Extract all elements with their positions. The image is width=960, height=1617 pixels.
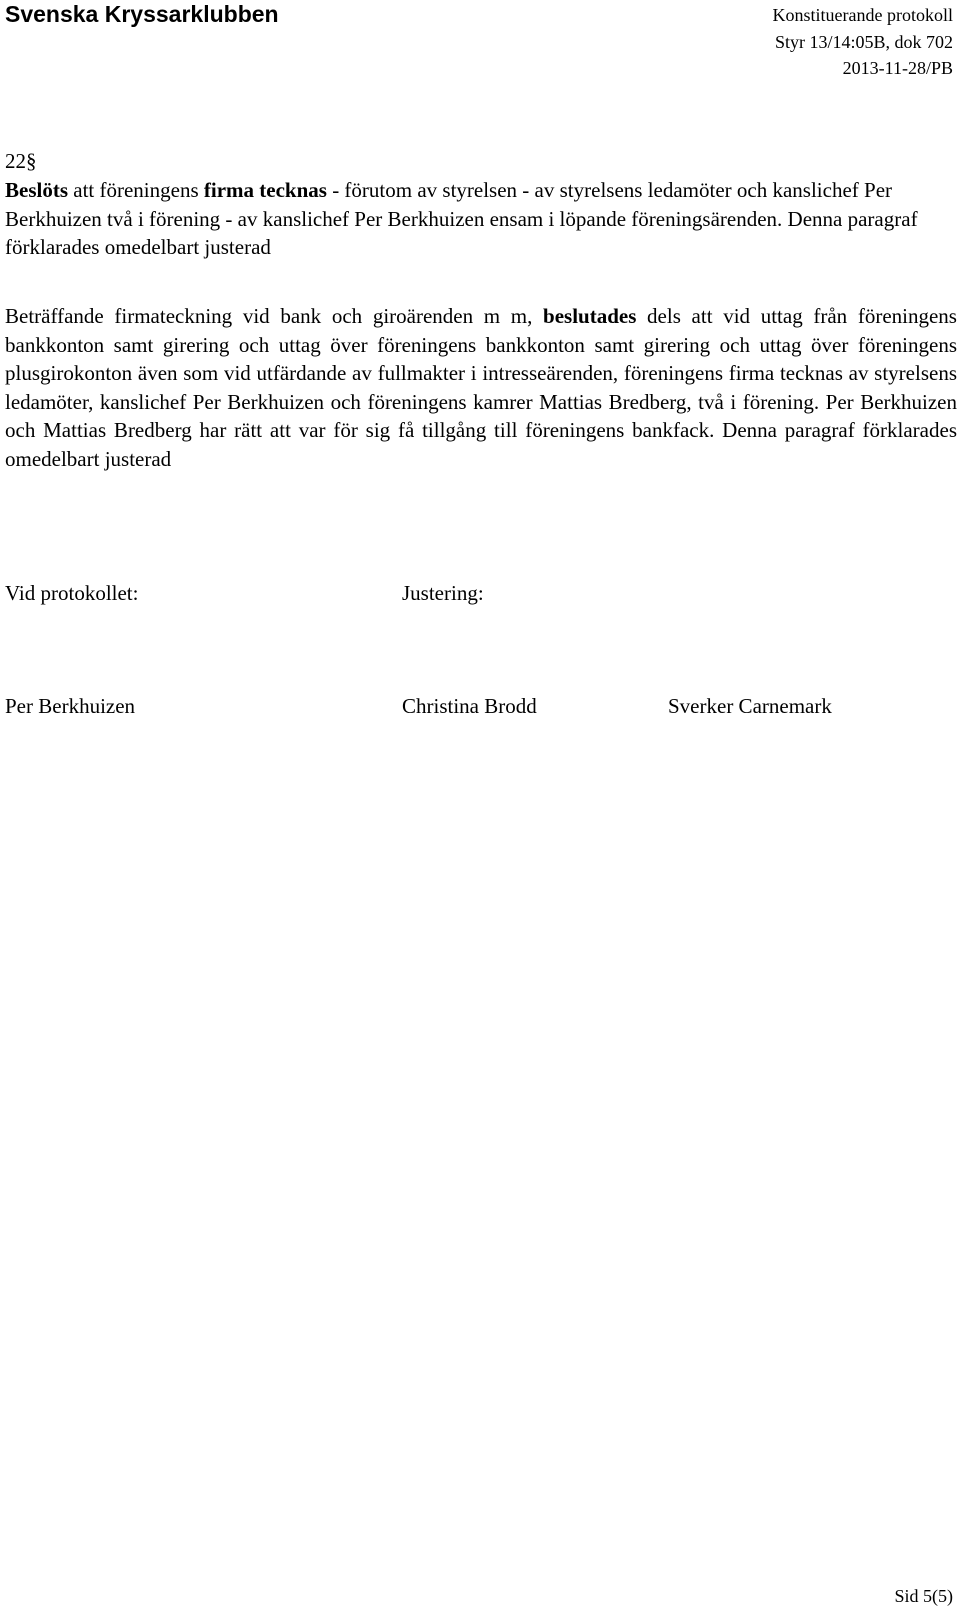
resolution-text-2a: Beträffande firmateckning vid bank och giroärenden m m, — [5, 304, 544, 328]
resolution-emphasis-2: beslutades — [543, 304, 637, 328]
resolution-paragraph-2 — [5, 302, 957, 473]
signatory-name: Sverker Carnemark — [668, 694, 832, 718]
organization-name: Svenska Kryssarklubben — [5, 1, 279, 27]
resolution-lead: Beslöts — [5, 178, 68, 202]
resolution-paragraph-1 — [5, 176, 957, 262]
page-number: Sid 5(5) — [894, 1586, 953, 1606]
resolution-text-1b: - förutom av styrelsen - av styrelsens ledamöter och kanslichef Per Berkhuizen två i förening - av kanslichef Per Berkhuizen ensam i löpande föreningsärenden. Denna paragraf förklarades omedelbart justerad — [5, 178, 918, 259]
resolution-emphasis: firma tecknas — [203, 178, 327, 202]
paragraph-number: 22§ — [5, 149, 37, 173]
resolution-text-2b: dels att vid uttag från föreningens bankkonton samt girering och uttag över föreningens bankkonton samt girering och uttag över föreningens plusgirokonton även som vid utfärdande av fullmakter i intresseärenden, föreningens firma tecknas av styrelsens ledamöter, kanslichef Per Berkhuizen och föreningens kamrer Mattias Bredberg, två i förening. Per Berkhuizen och Mattias Bredberg har rätt att var för sig få tillgång till föreningens bankfack. Denna paragraf förklarades omedelbart justerad — [5, 304, 957, 471]
signatory-name: Per Berkhuizen — [5, 694, 136, 718]
document-date: 2013-11-28/PB — [842, 58, 953, 78]
recorder-label: Vid protokollet: — [5, 581, 139, 605]
adjuster-label: Justering: — [402, 581, 484, 605]
document-reference: Styr 13/14:05B, dok 702 — [774, 31, 953, 52]
signatory-name: Christina Brodd — [402, 694, 537, 718]
resolution-text-1a: att föreningens — [68, 178, 204, 202]
document-meta — [773, 2, 953, 82]
document-type: Konstituerande protokoll — [772, 5, 953, 25]
